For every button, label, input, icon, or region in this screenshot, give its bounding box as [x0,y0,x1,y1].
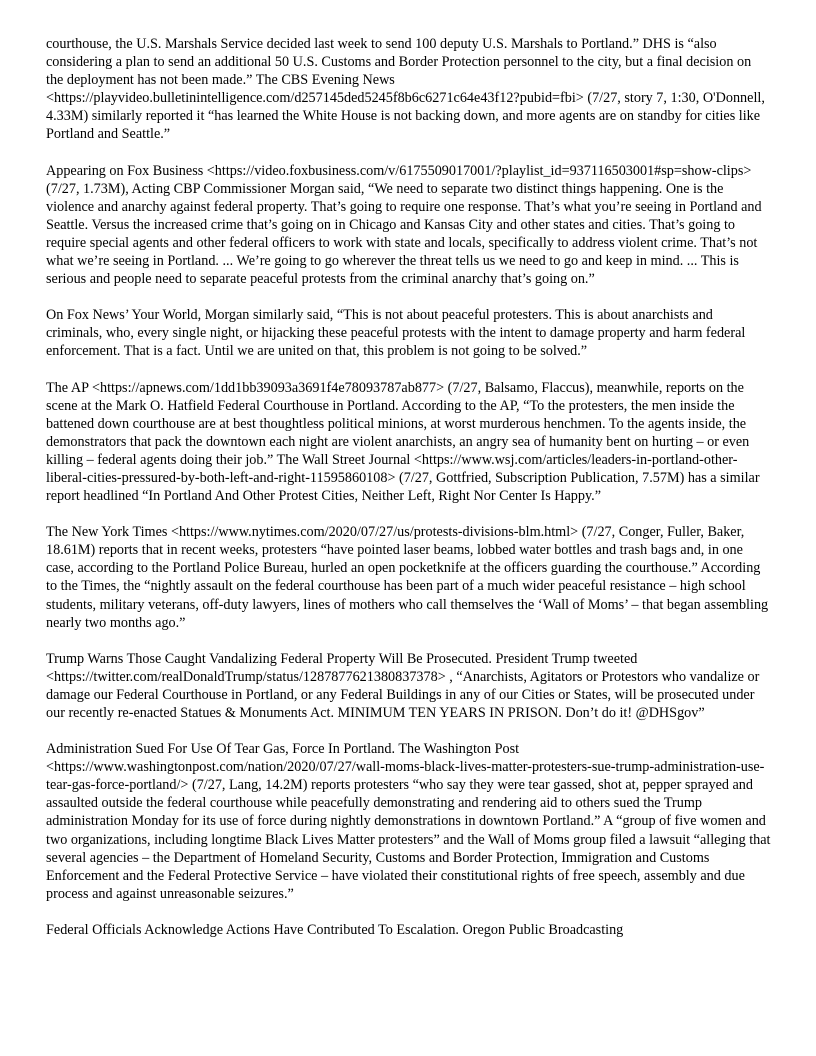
paragraph-fox-business: Appearing on Fox Business <https://video.foxbusiness.com/v/6175509017001/?playlist_id=937116503001#sp=show-clips> (7/27, 1.73M), Acting CBP Commissioner Morgan said, “We need to separate two distinct things happening. One is the violence and anarchy against federal property. That’s going to require one response. That’s what you’re seeing in Portland and Seattle. Versus the increased crime that’s going on in Chicago and Kansas City and other states and cities. That’s going to require special agents and other federal officers to work with state and locals, specifically to address violent crime. That’s not what we’re seeing in Portland. ... We’re going to go wherever the threat tells us we need to go and keep in mind. ... This is serious and people need to separate peaceful protests from the criminal anarchy that’s going on.” [46,162,762,288]
paragraph-marshals-deployment: courthouse, the U.S. Marshals Service decided last week to send 100 deputy U.S. Marshals to Portland.” DHS is “also considering a plan to send an additional 50 U.S. Customs and Border Protection personnel to the city, but a final decision on the deployment has not been made.” The CBS Evening News <https://playvideo.bulletinintelligence.com/d257145ded5245f8b6c6271c64e43f12?pubid=fbi> (7/27, story 7, 1:30, O'Donnell, 4.33M) similarly reported it “has learned the White House is not backing down, and more agents are on standby for cities like Portland and Seattle.” [46,36,765,143]
paragraph-escalation: Federal Officials Acknowledge Actions Have Contributed To Escalation. Oregon Public Broadcasting [46,921,624,938]
paragraph-lawsuit: Administration Sued For Use Of Tear Gas, Force In Portland. The Washington Post <https://www.washingtonpost.com/nation/2020/07/27/wall-moms-black-lives-matter-protesters-sue-trump-administration-use-tear-gas-force-portland/> (7/27, Lang, 14.2M) reports protesters “who say they were tear gassed, shot at, pepper sprayed and assaulted outside the federal courthouse while peacefully demonstrating and rendering aid to others sued the Trump administration Monday for its use of force during nightly demonstrations in downtown Portland.” A “group of five women and two organizations, including longtime Black Lives Matter protesters” and the Wall of Moms group filed a lawsuit “alleging that several agencies – the Department of Homeland Security, Customs and Border Protection, Immigration and Customs Enforcement and the Federal Protective Service – have violated their constitutional rights of free speech, assembly and due process and against unreasonable seizures.” [46,741,771,902]
paragraph-trump-tweet: Trump Warns Those Caught Vandalizing Federal Property Will Be Prosecuted. President Trump tweeted <https://twitter.com/realDonaldTrump/status/1287877621380837378> , “Anarchists, Agitators or Protestors who vandalize or damage our Federal Courthouse in Portland, or any Federal Buildings in any of our Cities or States, will be prosecuted under our recently re-enacted Statues & Monuments Act. MINIMUM TEN YEARS IN PRISON. Don’t do it! @DHSgov” [46,650,760,721]
paragraph-fox-news: On Fox News’ Your World, Morgan similarly said, “This is not about peaceful protesters. This is about anarchists and criminals, who, every single night, or hijacking these peaceful protests with the intent to damage property and harm federal enforcement. That is a fact. Until we are united on that, this problem is not going to be solved.” [46,307,746,360]
paragraph-nyt-report: The New York Times <https://www.nytimes.com/2020/07/27/us/protests-divisions-blm.html> (7/27, Conger, Fuller, Baker, 18.61M) reports that in recent weeks, protesters “have pointed laser beams, lobbed water bottles and trash bags and, in one case, according to the Portland Police Bureau, hurled an open pocketknife at the officers guarding the courthouse.” According to the Times, the “nightly assault on the federal courthouse has been part of a much wider peaceful resistance – high school students, military veterans, off-duty lawyers, lines of mothers who call themselves the ‘Wall of Moms’ – that began assembling nearly two months ago.” [46,524,769,631]
paragraph-ap-report: The AP <https://apnews.com/1dd1bb39093a3691f4e78093787ab877> (7/27, Balsamo, Flaccus), meanwhile, reports on the scene at the Mark O. Hatfield Federal Courthouse in Portland. According to the AP, “To the protesters, the men inside the battened down courthouse are at best thoughtless political minions, at worst murderous henchmen. To the agents inside, the demonstrators that pack the downtown each night are violent anarchists, an angry sea of humanity bent on hurting – or even killing – federal agents doing their job.” The Wall Street Journal <https://www.wsj.com/articles/leaders-in-portland-other-liberal-cities-pressured-by-both-left-and-right-11595860108> (7/27, Gottfried, Subscription Publication, 7.57M) has a similar report headlined “In Portland And Other Protest Cities, Neither Left, Right Nor Center Is Happy.” [46,379,760,505]
